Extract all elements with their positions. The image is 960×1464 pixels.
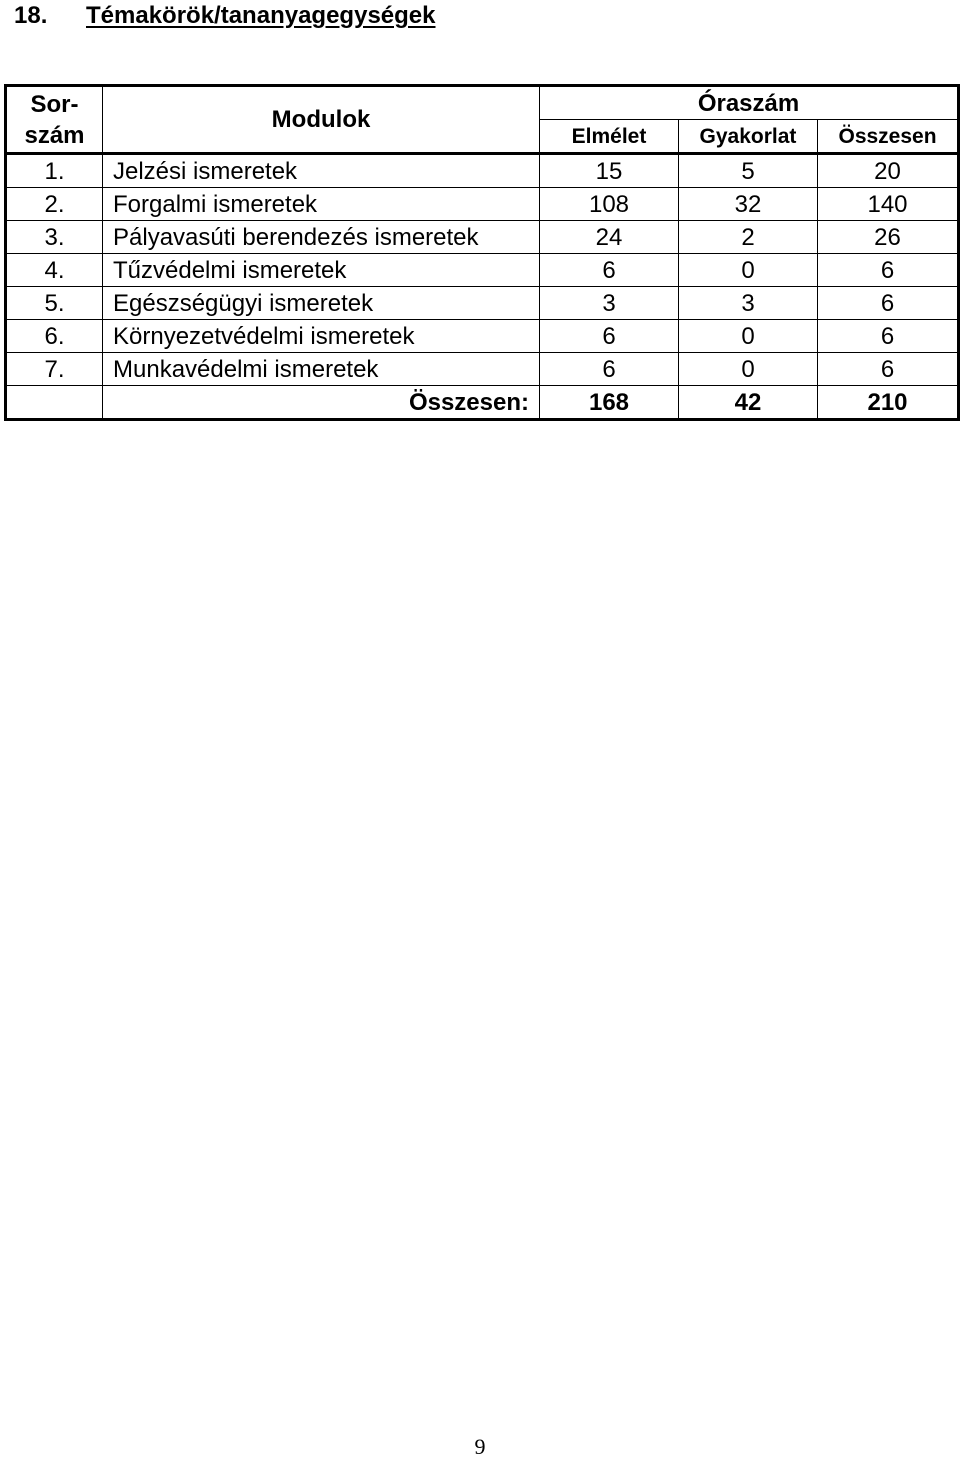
total-row bbox=[6, 386, 959, 420]
row-osszesen: 6 bbox=[818, 287, 959, 320]
table-row bbox=[6, 154, 959, 188]
row-osszesen: 20 bbox=[818, 154, 959, 188]
header-elmelet: Elmélet bbox=[540, 120, 679, 154]
modules-table bbox=[4, 84, 960, 421]
page-number: 9 bbox=[474, 1434, 486, 1459]
row-number: 6. bbox=[6, 320, 103, 353]
section-heading bbox=[14, 0, 436, 32]
row-osszesen: 26 bbox=[818, 221, 959, 254]
row-number: 5. bbox=[6, 287, 103, 320]
table-header-row-1 bbox=[6, 86, 959, 120]
header-gyakorlat: Gyakorlat bbox=[679, 120, 818, 154]
row-number: 3. bbox=[6, 221, 103, 254]
header-sorszam-line2: szám bbox=[24, 121, 85, 149]
row-number: 4. bbox=[6, 254, 103, 287]
row-elmelet: 6 bbox=[540, 254, 679, 287]
row-elmelet: 6 bbox=[540, 320, 679, 353]
row-module-name: Környezetvédelmi ismeretek bbox=[103, 320, 540, 353]
row-osszesen: 6 bbox=[818, 320, 959, 353]
row-gyakorlat: 3 bbox=[679, 287, 818, 320]
header-oraszam: Óraszám bbox=[540, 86, 959, 120]
total-empty-cell bbox=[6, 386, 103, 420]
row-elmelet: 6 bbox=[540, 353, 679, 386]
row-module-name: Egészségügyi ismeretek bbox=[103, 287, 540, 320]
row-gyakorlat: 5 bbox=[679, 154, 818, 188]
total-label: Összesen: bbox=[103, 386, 540, 420]
row-elmelet: 3 bbox=[540, 287, 679, 320]
total-osszesen: 210 bbox=[818, 386, 959, 420]
row-number: 2. bbox=[6, 188, 103, 221]
row-gyakorlat: 0 bbox=[679, 320, 818, 353]
row-gyakorlat: 32 bbox=[679, 188, 818, 221]
row-osszesen: 6 bbox=[818, 254, 959, 287]
row-module-name: Munkavédelmi ismeretek bbox=[103, 353, 540, 386]
row-gyakorlat: 0 bbox=[679, 353, 818, 386]
row-module-name: Pályavasúti berendezés ismeretek bbox=[103, 221, 540, 254]
table-row bbox=[6, 221, 959, 254]
row-elmelet: 108 bbox=[540, 188, 679, 221]
header-sorszam-line1: Sor- bbox=[30, 90, 79, 118]
section-title: Témakörök/tananyagegységek bbox=[86, 2, 436, 29]
row-osszesen: 6 bbox=[818, 353, 959, 386]
row-gyakorlat: 0 bbox=[679, 254, 818, 287]
total-elmelet: 168 bbox=[540, 386, 679, 420]
table-row bbox=[6, 353, 959, 386]
table-row bbox=[6, 287, 959, 320]
row-elmelet: 24 bbox=[540, 221, 679, 254]
header-sorszam bbox=[6, 86, 103, 154]
section-number: 18. bbox=[14, 2, 48, 29]
row-osszesen: 140 bbox=[818, 188, 959, 221]
header-modulok: Modulok bbox=[103, 86, 540, 154]
row-elmelet: 15 bbox=[540, 154, 679, 188]
table-row bbox=[6, 188, 959, 221]
table-row bbox=[6, 320, 959, 353]
header-osszesen: Összesen bbox=[818, 120, 959, 154]
row-module-name: Jelzési ismeretek bbox=[103, 154, 540, 188]
row-module-name: Forgalmi ismeretek bbox=[103, 188, 540, 221]
row-gyakorlat: 2 bbox=[679, 221, 818, 254]
row-number: 1. bbox=[6, 154, 103, 188]
table-row bbox=[6, 254, 959, 287]
row-number: 7. bbox=[6, 353, 103, 386]
total-gyakorlat: 42 bbox=[679, 386, 818, 420]
row-module-name: Tűzvédelmi ismeretek bbox=[103, 254, 540, 287]
